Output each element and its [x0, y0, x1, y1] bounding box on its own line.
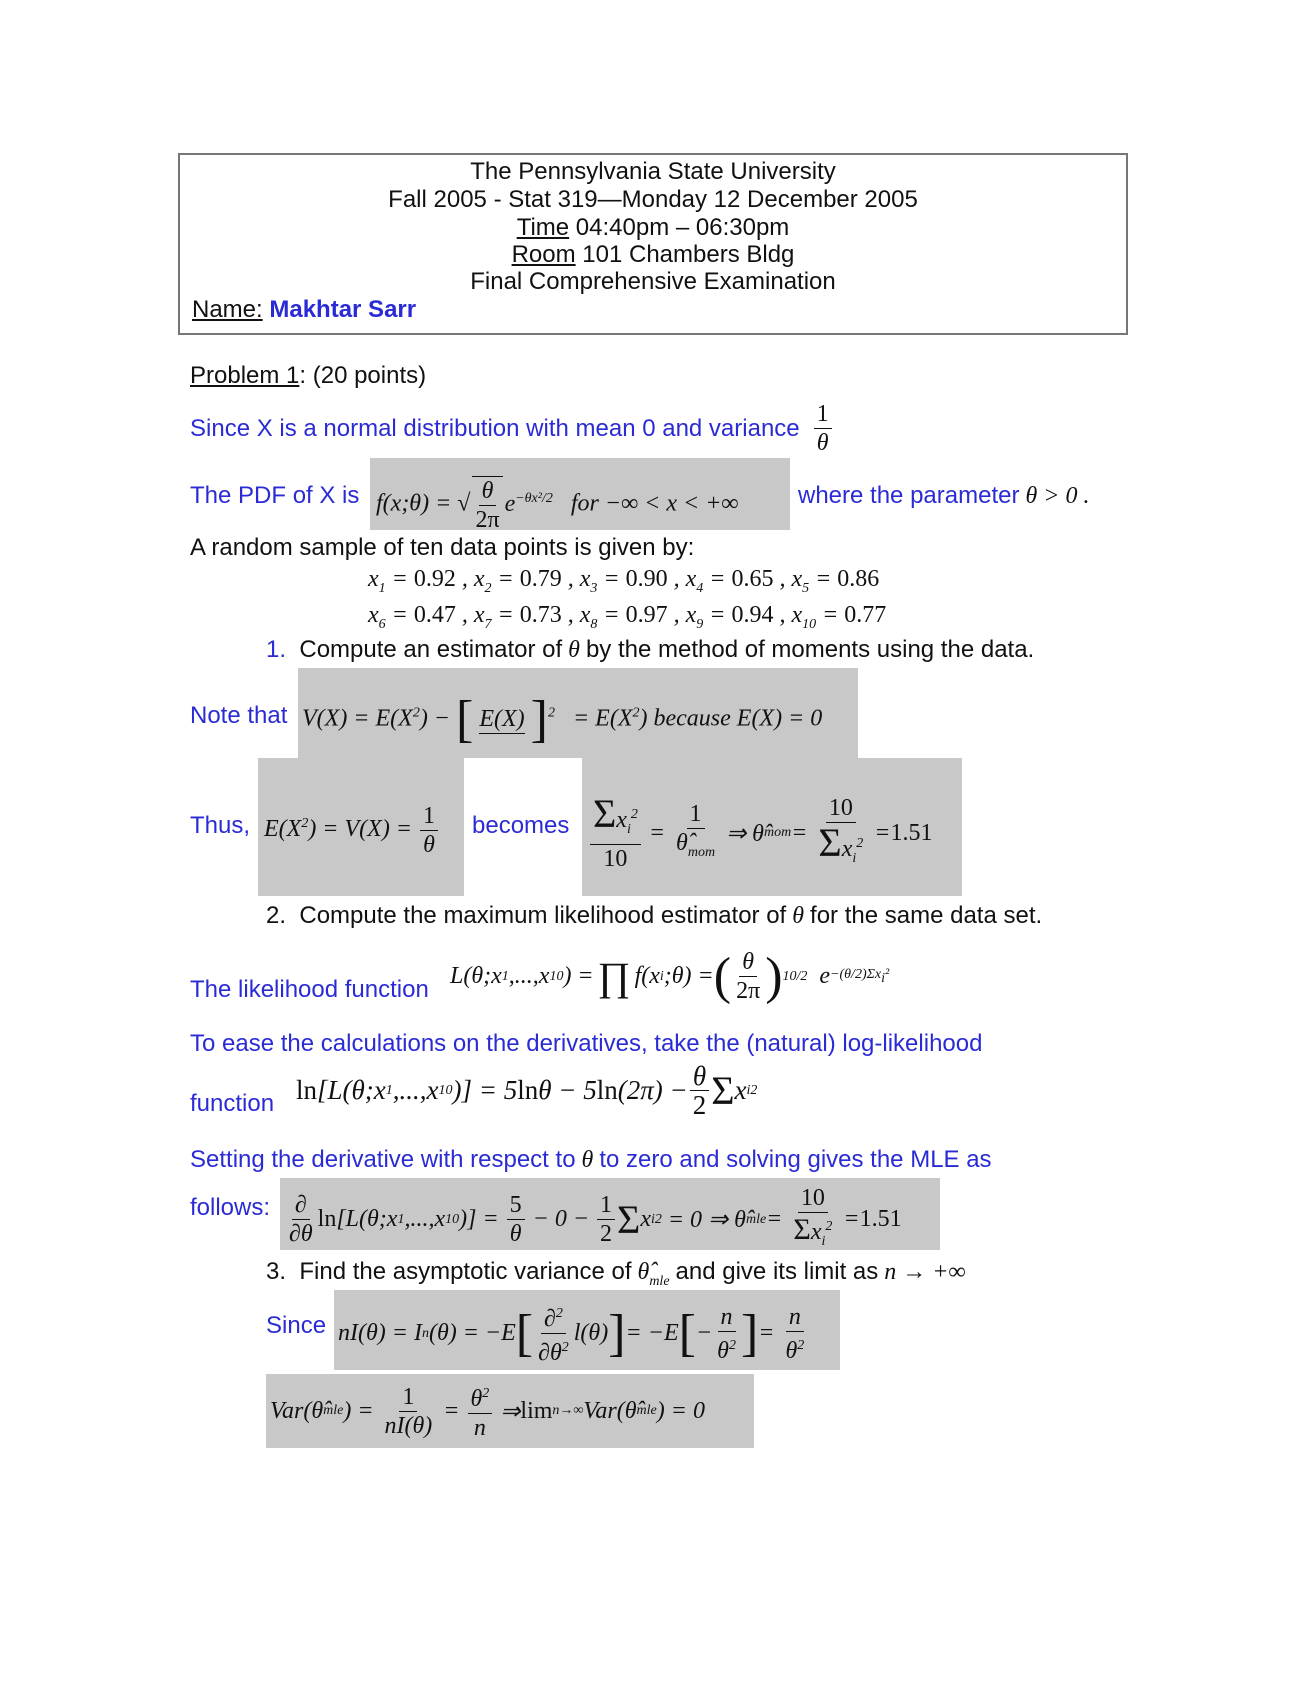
- mom-value: 1.51: [890, 819, 933, 846]
- sample-x4: 0.65: [731, 566, 774, 592]
- intro-text: Since X is a normal distribution with mean 0 and variance: [190, 414, 800, 442]
- course-line: Fall 2005 - Stat 319—Monday 12 December 2005: [388, 186, 918, 213]
- name-label: Name:: [192, 296, 263, 323]
- exam-room: [180, 240, 1126, 270]
- university-name: The Pennsylvania State University: [470, 158, 836, 185]
- asymptotic-variance-formula: Var(θ̂ mle ) = $\frac{1}{nI(\theta)}$ = $\frac{\theta^2}{n}$ ⇒ lim n→∞ Var(θ̂ mle ) = 0: [266, 1374, 754, 1448]
- variance-identity-formula: $V(X) = E(X^2)$ − [ E(X) ]$^2 = E(X^2)$ because E(X) = 0: [298, 668, 858, 758]
- sample-x9: 0.94: [731, 602, 774, 628]
- pdf-suffix-text: where the parameter: [798, 482, 1020, 509]
- exam-header-box: [178, 153, 1128, 335]
- because-word: because: [653, 705, 731, 732]
- sample-x10: 0.77: [844, 602, 887, 628]
- sample-x8: 0.97: [625, 602, 668, 628]
- mom-estimate-formula: $\frac{\Sigma x_i^2}{10}$ = $\frac{1}{\thetâ_{mom}}$ ⇒ θ̂ mom = $\frac{10}{\Sigma x_i^2}$ = 1.51: [582, 758, 962, 896]
- likelihood-label: The likelihood function: [190, 976, 429, 1003]
- sample-x7: 0.73: [519, 602, 562, 628]
- sample-x5: 0.86: [837, 566, 880, 592]
- room-value: 101 Chambers Bldg: [575, 241, 795, 268]
- student-name: [192, 295, 416, 325]
- mle-derivative-formula: $\frac{\partial}{\partial\theta}$ ln [L(θ;x 1 ,...,x 10 )] = $\frac{5}{\theta}$ − 0 − $\frac{1}{2}$ Σ x i 2 = 0 ⇒ θ̂ mle = $\frac{10}{\Sigma x_i^2}$ = 1.51: [280, 1178, 940, 1250]
- problem-label: Problem 1: [190, 362, 300, 389]
- note-that-label: Note that: [190, 702, 288, 729]
- setting-derivative-line: Setting the derivative with respect to θ to zero and solving gives the MLE as: [190, 1146, 992, 1173]
- name-value: Makhtar Sarr: [269, 296, 417, 323]
- since-label: Since: [266, 1312, 327, 1339]
- intro-line: [190, 400, 834, 457]
- sample-x6: 0.47: [413, 602, 456, 628]
- function-label: function: [190, 1090, 275, 1117]
- time-value: 04:40pm – 06:30pm: [569, 214, 790, 241]
- q1-rest: by the method of moments using the data.: [585, 636, 1035, 663]
- thus-formula: Thus, $E(X^2) = V(X)$ = $\frac{1}{\theta}$: [258, 758, 464, 896]
- q3-text: Find the asymptotic variance of: [299, 1258, 632, 1285]
- sample-row-1: $x_1 = 0.92$ , $x_2 = 0.79$ , $x_3 = 0.90$ , $x_4 = 0.65$ , $x_5 = 0.86$: [368, 566, 880, 596]
- pdf-suffix: where the parameter θ > 0 .: [798, 482, 1090, 509]
- sample-intro: A random sample of ten data points is given by:: [190, 534, 695, 561]
- sample-row-2: $x_6 = 0.47$ , $x_7 = 0.73$ , $x_8 = 0.97$ , $x_9 = 0.94$ , $x_{10} = 0.77$: [368, 602, 887, 632]
- becomes-label: becomes: [472, 812, 570, 839]
- room-label: Room: [511, 241, 576, 268]
- mle-value: 1.51: [859, 1206, 902, 1233]
- question-2: 2. Compute the maximum likelihood estimator of θ for the same data set.: [266, 902, 1043, 929]
- variance-fraction: $\frac{1}{\theta}$: [814, 400, 832, 457]
- problem-points: : (20 points): [299, 362, 427, 389]
- q2-rest: for the same data set.: [810, 902, 1043, 929]
- exam-title: Final Comprehensive Examination: [470, 268, 836, 295]
- exam-time: [180, 213, 1126, 243]
- follows-label: follows:: [190, 1194, 271, 1221]
- likelihood-formula: L(θ;x 1 ,...,x 10 ) = ∏ f(x i ;θ) = ( $\frac{\theta}{2\pi}$ ) 10/2 e $-(\theta/2)\Sigma x_i^2$: [450, 947, 890, 1005]
- fisher-information-formula: Since nI(θ) = I n (θ) = −E [ $\frac{\partial^2}{\partial\theta^2}$ l(θ) ] = −E [ − $\frac{n}{\theta^2}$ ] = $\frac{n}{\theta^2}$: [334, 1290, 840, 1370]
- question-3: 3. Find the asymptotic variance of $\thetâ_{mle}$ and give its limit as n → +∞: [266, 1258, 966, 1289]
- problem-title: [190, 362, 426, 390]
- question-1: 1. Compute an estimator of θ by the method of moments using the data.: [266, 636, 1035, 663]
- q2-text: Compute the maximum likelihood estimator of: [299, 902, 787, 929]
- sample-x2: 0.79: [519, 566, 562, 592]
- setting-line-a: Setting the derivative with respect to: [190, 1146, 576, 1173]
- pdf-formula: f(x;θ) = √ $\frac{\theta}{2\pi}$ $e^{-\theta x^2/2}$ for −∞ < x < +∞: [370, 458, 790, 530]
- ease-calculations-line: To ease the calculations on the derivatives, take the (natural) log-likelihood: [190, 1030, 983, 1057]
- sample-x3: 0.90: [625, 566, 668, 592]
- pdf-prefix: The PDF of X is: [190, 482, 360, 509]
- q3-rest: and give its limit as: [675, 1258, 879, 1285]
- thus-label: Thus,: [190, 812, 251, 839]
- sample-x1: 0.92: [413, 566, 456, 592]
- time-label: Time: [516, 214, 570, 241]
- setting-line-b: to zero and solving gives the MLE as: [599, 1146, 992, 1173]
- log-likelihood-formula: ln [L(θ;x 1 ,...,x 10 )] = 5 ln θ − 5 ln (2π) − $\frac{\theta}{2}$ Σ x i 2: [296, 1061, 758, 1120]
- q1-text: Compute an estimator of: [299, 636, 563, 663]
